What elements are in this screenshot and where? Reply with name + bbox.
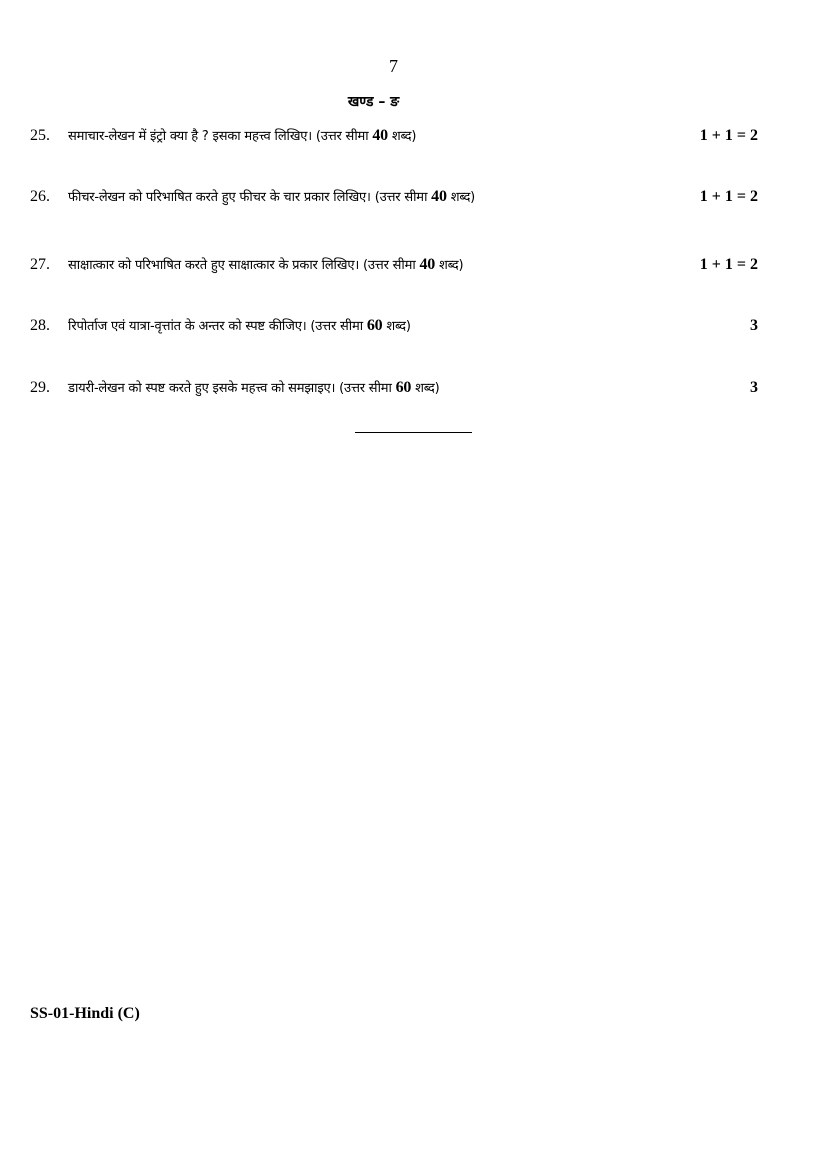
question-number: 26. (30, 188, 50, 205)
question-text-after: शब्द) (446, 190, 476, 205)
question-text-after: शब्द) (382, 319, 411, 334)
question-marks: 3 (750, 317, 758, 334)
word-limit: 40 (372, 127, 388, 144)
question-marks: 1 + 1 = 2 (699, 188, 758, 205)
question-text-after: शब्द) (411, 381, 440, 396)
question-28 (30, 316, 758, 338)
page-number: 7 (389, 56, 398, 76)
question-text-after: शब्द) (387, 129, 417, 144)
word-limit: 60 (366, 317, 383, 334)
word-limit: 60 (395, 379, 412, 396)
question-text-before: फीचर-लेखन को परिभाषित करते हुए फीचर के चार प्रकार लिखिए। (उत्तर सीमा (68, 190, 432, 205)
question-number: 27. (30, 256, 50, 273)
question-number: 25. (30, 127, 50, 144)
question-25 (30, 126, 758, 148)
question-26 (30, 187, 758, 209)
word-limit: 40 (431, 188, 447, 205)
question-number: 29. (30, 379, 50, 396)
question-29 (30, 378, 758, 400)
question-marks: 1 + 1 = 2 (699, 127, 758, 144)
question-marks: 3 (750, 379, 758, 396)
section-end-divider (355, 432, 472, 433)
question-text (68, 378, 750, 397)
question-marks: 1 + 1 = 2 (699, 256, 758, 273)
question-text-before: रिपोर्ताज एवं यात्रा-वृत्तांत के अन्तर को स्पष्ट कीजिए। (उत्तर सीमा (68, 319, 367, 334)
question-text-before: साक्षात्कार को परिभाषित करते हुए साक्षात्कार के प्रकार लिखिए। (उत्तर सीमा (68, 258, 420, 273)
question-27 (30, 255, 758, 277)
question-text-before: समाचार-लेखन में इंट्रो क्या है ? इसका महत्त्व लिखिए। (उत्तर सीमा (68, 129, 373, 144)
word-limit: 40 (419, 256, 436, 273)
question-text (68, 187, 700, 206)
question-text-after: शब्द) (435, 258, 464, 273)
question-number: 28. (30, 317, 50, 334)
question-text (68, 255, 700, 274)
section-title: खण्ड – ङ (347, 94, 400, 110)
question-text (68, 126, 700, 145)
question-text-before: डायरी-लेखन को स्पष्ट करते हुए इसके महत्त्व को समझाइए। (उत्तर सीमा (68, 381, 396, 396)
paper-code-footer: SS-01-Hindi (C) (30, 1005, 140, 1022)
question-text (68, 316, 750, 335)
